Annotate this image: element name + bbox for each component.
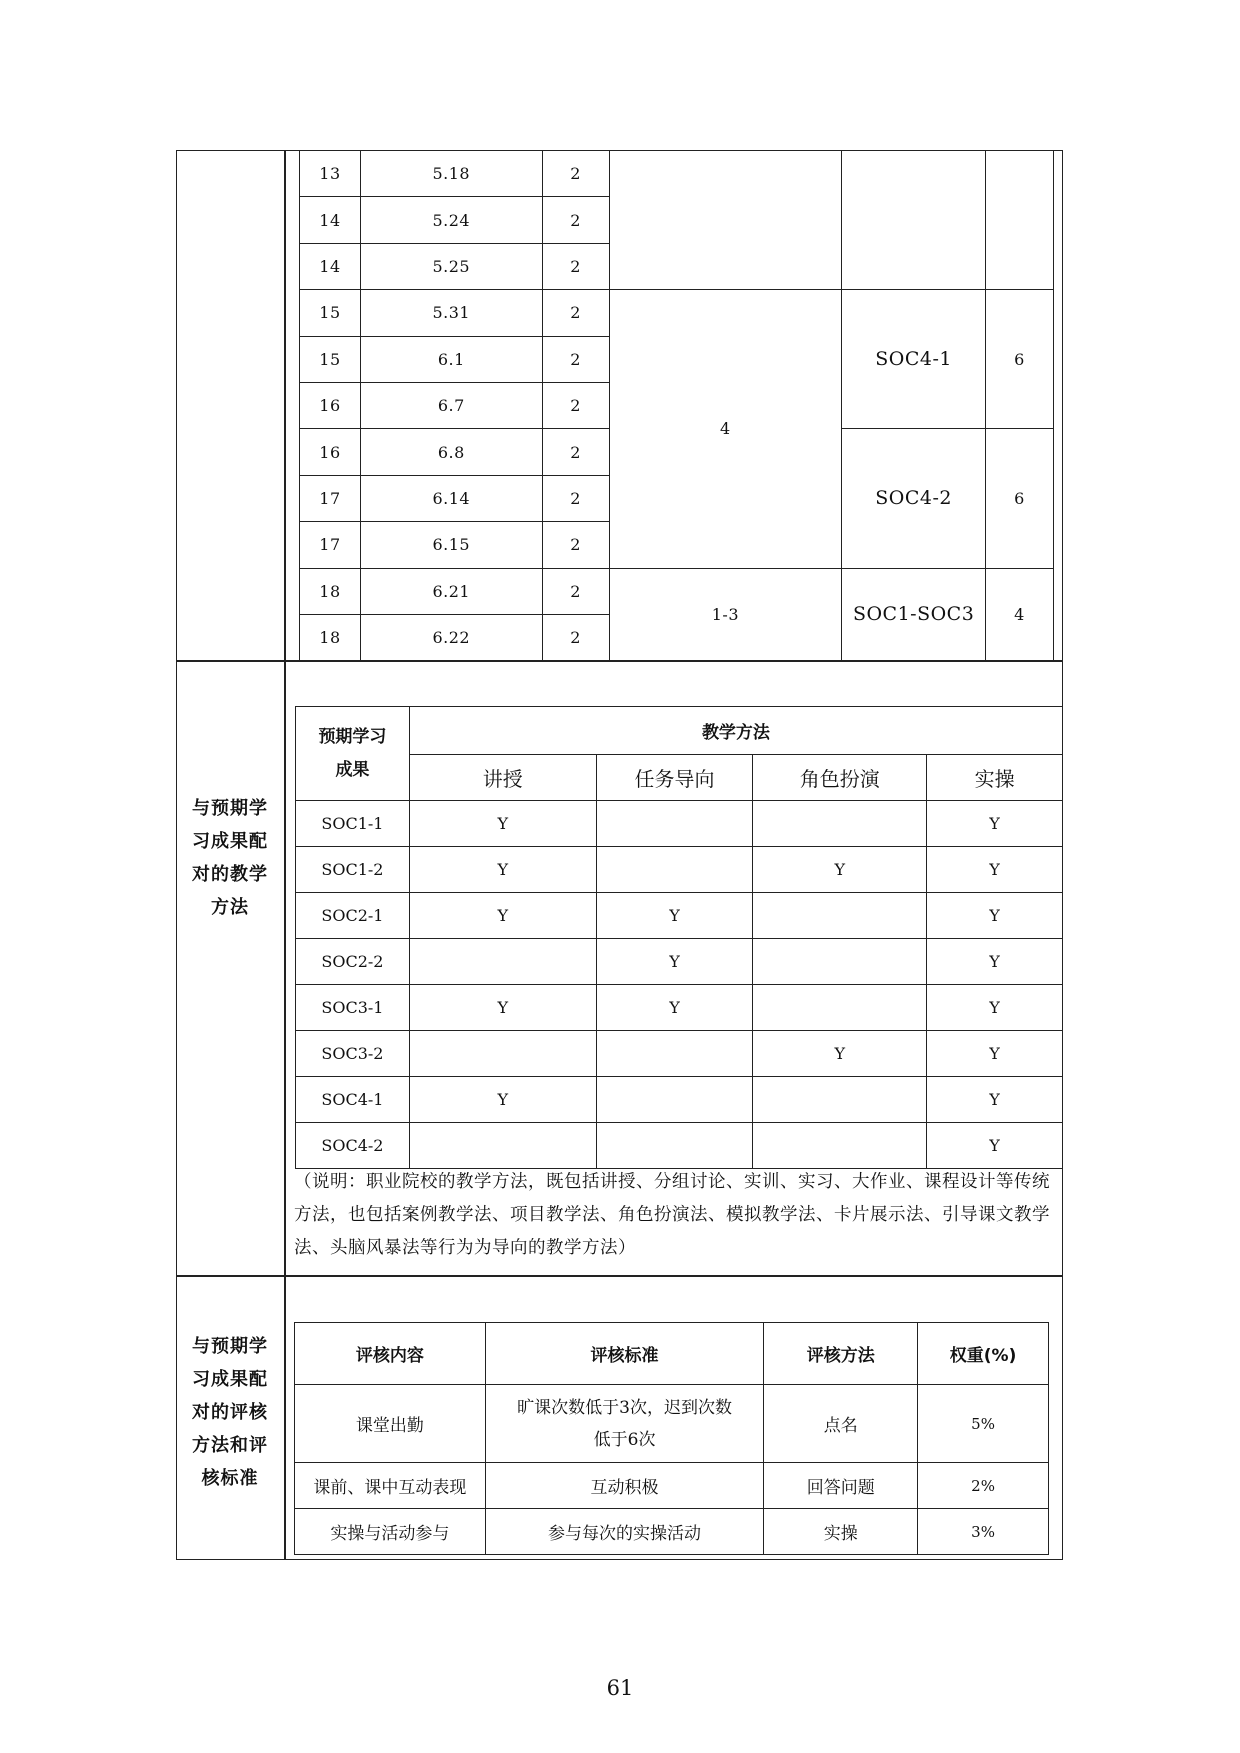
label-column-divider — [284, 150, 286, 1560]
weight-cell: 5% — [918, 1385, 1049, 1463]
method-mark-cell — [596, 847, 753, 893]
date-cell: 6.15 — [360, 522, 542, 568]
table-header-row — [296, 755, 1063, 801]
label-line: 习成果配 — [192, 831, 268, 852]
hours-cell: 2 — [542, 197, 609, 243]
week-cell: 16 — [300, 429, 361, 475]
outcome-hours-empty — [986, 151, 1054, 290]
standard-cell: 旷课次数低于3次，迟到次数低于6次 — [485, 1385, 764, 1463]
method-mark-cell: Y — [927, 1031, 1063, 1077]
date-cell: 5.25 — [360, 243, 542, 289]
hours-cell: 2 — [542, 429, 609, 475]
page-number: 61 — [606, 1676, 634, 1700]
table-row — [296, 985, 1063, 1031]
table-row — [296, 939, 1063, 985]
table-row — [296, 1031, 1063, 1077]
assessment-section-label — [176, 1330, 284, 1495]
method-mark-cell — [596, 1123, 753, 1169]
hours-cell: 2 — [542, 475, 609, 521]
method-mark-cell — [409, 1123, 596, 1169]
method-mark-cell — [753, 801, 927, 847]
method-cell: 实操 — [764, 1509, 918, 1555]
week-cell: 13 — [300, 151, 361, 197]
content-cell: 实操与活动参与 — [295, 1509, 486, 1555]
method-mark-cell: Y — [409, 847, 596, 893]
label-line: 对的评核 — [192, 1402, 268, 1423]
content-cell: 课前、课中互动表现 — [295, 1463, 486, 1509]
teaching-methods-table — [295, 706, 1063, 1169]
method-header: 讲授 — [409, 755, 596, 801]
table-row — [295, 1385, 1049, 1463]
date-cell: 6.14 — [360, 475, 542, 521]
method-mark-cell: Y — [927, 939, 1063, 985]
header-weight: 权重(%) — [918, 1323, 1049, 1385]
methods-section-label — [176, 792, 284, 924]
header-standard: 评核标准 — [485, 1323, 764, 1385]
method-mark-cell: Y — [927, 1123, 1063, 1169]
week-cell: 15 — [300, 290, 361, 336]
table-row — [295, 1509, 1049, 1555]
method-header: 角色扮演 — [753, 755, 927, 801]
hours-cell: 2 — [542, 568, 609, 614]
table-row — [296, 801, 1063, 847]
label-line: 与预期学 — [192, 1336, 268, 1357]
label-line: 习成果配 — [192, 1369, 268, 1390]
method-mark-cell — [753, 893, 927, 939]
outcome-cell: SOC1-SOC3 — [842, 568, 986, 661]
outcome-cell: SOC4-1 — [296, 1077, 410, 1123]
assessment-table — [294, 1322, 1049, 1555]
week-cell: 18 — [300, 568, 361, 614]
unit-cell: 1-3 — [609, 568, 842, 661]
method-cell: 回答问题 — [764, 1463, 918, 1509]
date-cell: 6.8 — [360, 429, 542, 475]
date-cell: 6.1 — [360, 336, 542, 382]
date-cell: 6.22 — [360, 614, 542, 660]
week-cell: 18 — [300, 614, 361, 660]
outcome-hours-cell: 6 — [986, 429, 1054, 568]
method-mark-cell — [753, 1077, 927, 1123]
method-mark-cell: Y — [927, 1077, 1063, 1123]
schedule-table — [299, 150, 1054, 661]
header-method: 评核方法 — [764, 1323, 918, 1385]
table-row — [300, 151, 1054, 197]
header-line: 预期学习 — [318, 726, 387, 747]
table-row — [296, 893, 1063, 939]
hours-cell: 2 — [542, 290, 609, 336]
date-cell: 5.18 — [360, 151, 542, 197]
header-line: 成果 — [335, 759, 370, 780]
outcome-hours-cell: 6 — [986, 290, 1054, 429]
method-mark-cell: Y — [753, 1031, 927, 1077]
unit-cell: 4 — [609, 290, 842, 568]
outcome-cell: SOC1-2 — [296, 847, 410, 893]
method-mark-cell: Y — [927, 985, 1063, 1031]
method-mark-cell: Y — [409, 801, 596, 847]
outcome-cell: SOC3-1 — [296, 985, 410, 1031]
weight-cell: 2% — [918, 1463, 1049, 1509]
label-line: 与预期学 — [192, 798, 268, 819]
table-row — [295, 1463, 1049, 1509]
table-row — [296, 847, 1063, 893]
method-mark-cell — [596, 1031, 753, 1077]
method-mark-cell — [753, 939, 927, 985]
method-mark-cell: Y — [927, 893, 1063, 939]
table-header-row — [296, 707, 1063, 755]
table-row — [296, 1077, 1063, 1123]
outcome-cell: SOC4-1 — [842, 290, 986, 429]
method-mark-cell — [409, 939, 596, 985]
table-row — [300, 290, 1054, 336]
outcome-cell: SOC4-2 — [842, 429, 986, 568]
weight-cell: 3% — [918, 1509, 1049, 1555]
date-cell: 5.24 — [360, 197, 542, 243]
method-cell: 点名 — [764, 1385, 918, 1463]
hours-cell: 2 — [542, 382, 609, 428]
table-row — [296, 1123, 1063, 1169]
outcome-cell: SOC2-1 — [296, 893, 410, 939]
week-cell: 17 — [300, 522, 361, 568]
outcome-cell: SOC1-1 — [296, 801, 410, 847]
method-mark-cell — [596, 801, 753, 847]
label-line: 方法和评 — [192, 1435, 268, 1456]
method-mark-cell: Y — [596, 939, 753, 985]
label-line: 核标准 — [201, 1468, 259, 1489]
hours-cell: 2 — [542, 243, 609, 289]
date-cell: 6.21 — [360, 568, 542, 614]
week-cell: 15 — [300, 336, 361, 382]
method-mark-cell — [409, 1031, 596, 1077]
method-mark-cell: Y — [409, 1077, 596, 1123]
method-header: 任务导向 — [596, 755, 753, 801]
method-mark-cell: Y — [596, 893, 753, 939]
label-line: 方法 — [211, 897, 249, 918]
standard-cell: 互动积极 — [485, 1463, 764, 1509]
unit-cell-empty — [609, 151, 842, 290]
outcome-header — [296, 707, 410, 801]
outcome-cell: SOC2-2 — [296, 939, 410, 985]
hours-cell: 2 — [542, 614, 609, 660]
method-mark-cell: Y — [927, 801, 1063, 847]
content-cell: 课堂出勤 — [295, 1385, 486, 1463]
outcome-hours-cell: 4 — [986, 568, 1054, 661]
method-mark-cell — [596, 1077, 753, 1123]
section-divider-2 — [176, 1275, 1063, 1277]
week-cell: 14 — [300, 197, 361, 243]
week-cell: 14 — [300, 243, 361, 289]
method-mark-cell: Y — [753, 847, 927, 893]
label-line: 对的教学 — [192, 864, 268, 885]
table-row — [300, 568, 1054, 614]
date-cell: 6.7 — [360, 382, 542, 428]
table-header-row — [295, 1323, 1049, 1385]
week-cell: 16 — [300, 382, 361, 428]
outcome-cell: SOC3-2 — [296, 1031, 410, 1077]
outcome-cell-empty — [842, 151, 986, 290]
method-header: 实操 — [927, 755, 1063, 801]
methods-note: （说明：职业院校的教学方法，既包括讲授、分组讨论、实训、实习、大作业、课程设计等传统方法，也包括案例教学法、项目教学法、角色扮演法、模拟教学法、卡片展示法、引导课文教学法、头脑风暴法等行为为导向的教学方法） — [294, 1172, 1050, 1258]
method-mark-cell: Y — [927, 847, 1063, 893]
week-cell: 17 — [300, 475, 361, 521]
outcome-cell: SOC4-2 — [296, 1123, 410, 1169]
method-mark-cell: Y — [596, 985, 753, 1031]
standard-cell: 参与每次的实操活动 — [485, 1509, 764, 1555]
hours-cell: 2 — [542, 522, 609, 568]
methods-header: 教学方法 — [409, 707, 1062, 755]
date-cell: 5.31 — [360, 290, 542, 336]
method-mark-cell: Y — [409, 985, 596, 1031]
hours-cell: 2 — [542, 151, 609, 197]
method-mark-cell: Y — [409, 893, 596, 939]
method-mark-cell — [753, 985, 927, 1031]
header-content: 评核内容 — [295, 1323, 486, 1385]
hours-cell: 2 — [542, 336, 609, 382]
method-mark-cell — [753, 1123, 927, 1169]
